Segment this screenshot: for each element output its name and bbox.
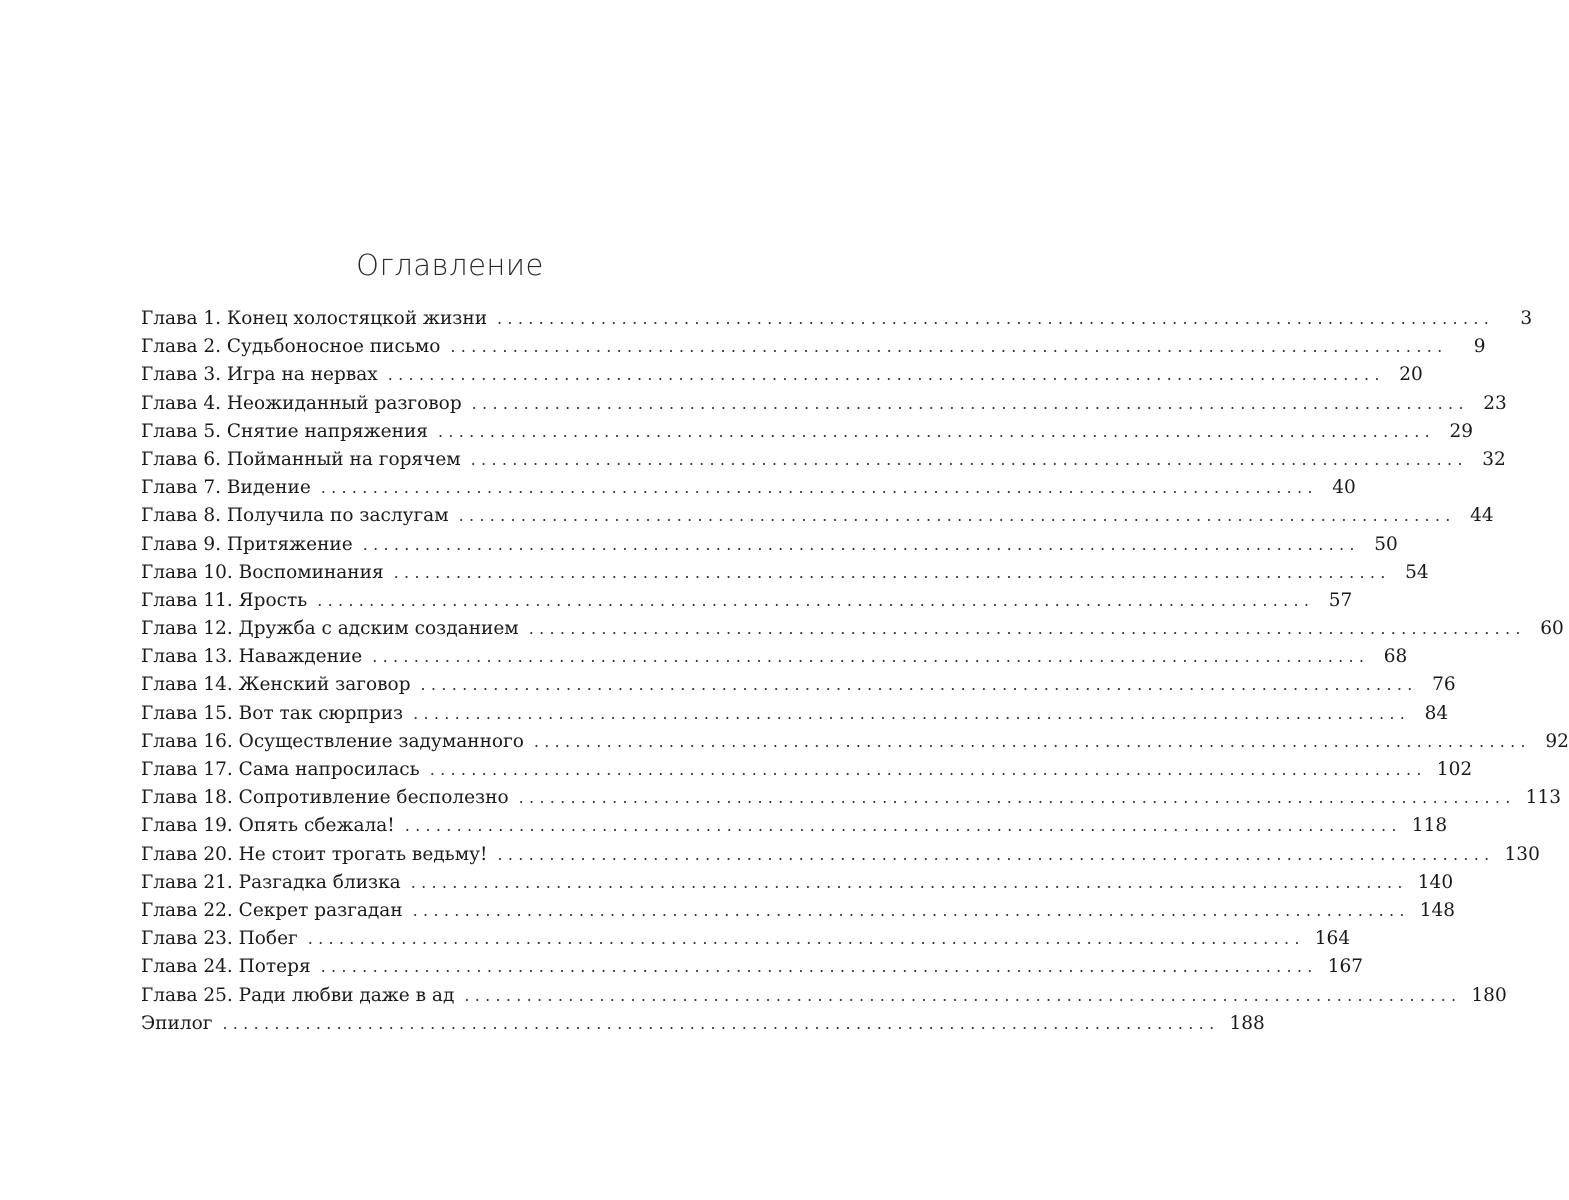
- toc-list: [141, 305, 1569, 1038]
- toc-entry-label: Глава 11. Ярость: [141, 589, 308, 611]
- toc-entry-label: Глава 9. Притяжение: [141, 533, 353, 555]
- toc-dot-leader: ................................................................................................: [533, 731, 1531, 751]
- toc-entry: [141, 531, 1398, 559]
- toc-entry: [141, 953, 1364, 981]
- toc-entry: [141, 587, 1353, 615]
- toc-entry-page-number: 44: [1470, 505, 1494, 527]
- toc-entry: [141, 700, 1449, 728]
- toc-entry: [141, 841, 1540, 869]
- toc-dot-leader: ................................................................................................: [320, 478, 1318, 498]
- toc-entry-page-number: 148: [1419, 899, 1456, 921]
- toc-entry-page-number: 60: [1540, 618, 1564, 640]
- toc-dot-leader: ................................................................................................: [404, 816, 1402, 836]
- toc-dot-leader: ................................................................................................: [413, 703, 1411, 723]
- toc-entry: [141, 982, 1507, 1010]
- toc-entry-page-number: 180: [1471, 984, 1507, 1006]
- toc-entry-label: Глава 14. Женский заговор: [141, 674, 411, 696]
- toc-dot-leader: ................................................................................................: [317, 590, 1315, 610]
- toc-entry-label: Глава 16. Осуществление задуманного: [141, 730, 524, 752]
- toc-entry-label: Глава 23. Побег: [141, 928, 298, 950]
- toc-entry: [141, 897, 1456, 925]
- toc-dot-leader: ................................................................................................: [372, 647, 1370, 667]
- toc-entry: [141, 728, 1569, 756]
- toc-entry-label: Глава 12. Дружба с адским созданием: [141, 618, 519, 640]
- toc-entry-page-number: 76: [1432, 674, 1456, 696]
- toc-dot-leader: ................................................................................................: [320, 957, 1318, 977]
- toc-dot-leader: ................................................................................................: [471, 393, 1469, 413]
- toc-entry-label: Глава 5. Снятие напряжения: [141, 420, 428, 442]
- toc-entry-label: Глава 2. Судьбоносное письмо: [141, 336, 441, 358]
- toc-dot-leader: ................................................................................................: [412, 900, 1410, 920]
- toc-dot-leader: ................................................................................................: [518, 788, 1516, 808]
- toc-entry-page-number: 167: [1327, 956, 1364, 978]
- toc-entry-page-number: 40: [1332, 477, 1356, 499]
- toc-entry-label: Глава 24. Потеря: [141, 956, 311, 978]
- toc-entry: [141, 446, 1506, 474]
- toc-dot-leader: ................................................................................................: [222, 1013, 1220, 1033]
- toc-entry-page-number: 84: [1424, 702, 1449, 724]
- toc-entry-label: Глава 20. Не стоит трогать ведьму!: [141, 843, 488, 865]
- toc-entry: [141, 390, 1507, 418]
- toc-entry-page-number: 20: [1399, 364, 1423, 386]
- toc-entry: [141, 474, 1356, 502]
- toc-dot-leader: ................................................................................................: [470, 449, 1468, 469]
- toc-dot-leader: ................................................................................................: [307, 929, 1305, 949]
- toc-dot-leader: ................................................................................................: [420, 675, 1418, 695]
- toc-entry-page-number: 3: [1520, 308, 1533, 329]
- toc-entry-label: Глава 18. Сопротивление бесполезно: [141, 787, 509, 809]
- toc-entry-page-number: 32: [1482, 448, 1506, 470]
- toc-entry-label: Глава 25. Ради любви даже в ад: [141, 984, 455, 1006]
- toc-entry-page-number: 9: [1473, 336, 1486, 358]
- toc-entry-page-number: 102: [1436, 759, 1473, 780]
- toc-dot-leader: ................................................................................................: [464, 985, 1462, 1005]
- toc-entry: [141, 333, 1486, 361]
- toc-entry: [141, 559, 1429, 587]
- toc-entry-label: Глава 13. Наваждение: [141, 646, 363, 668]
- toc-entry-label: Глава 8. Получила по заслугам: [141, 505, 449, 527]
- toc-dot-leader: ................................................................................................: [429, 760, 1427, 779]
- toc-entry-label: Глава 6. Пойманный на горячем: [141, 448, 461, 470]
- toc-entry: [141, 925, 1351, 953]
- toc-entry: [141, 418, 1474, 446]
- toc-dot-leader: ................................................................................................: [458, 506, 1456, 526]
- toc-entry: [141, 1010, 1265, 1038]
- toc-entry-page-number: 140: [1417, 871, 1454, 893]
- toc-entry-page-number: 118: [1411, 815, 1448, 837]
- toc-entry: [141, 643, 1408, 671]
- toc-entry-label: Глава 22. Секрет разгадан: [141, 899, 403, 921]
- toc-entry-page-number: 164: [1314, 928, 1351, 950]
- toc-entry-label: Глава 15. Вот так сюрприз: [141, 702, 404, 724]
- toc-entry-label: Глава 21. Разгадка близка: [141, 871, 401, 893]
- toc-title: Оглавление: [356, 248, 544, 282]
- toc-entry-label: Эпилог: [141, 1012, 213, 1034]
- toc-entry-label: Глава 7. Видение: [141, 477, 311, 499]
- toc-entry-page-number: 50: [1374, 533, 1398, 555]
- toc-entry: [141, 615, 1564, 643]
- toc-dot-leader: ................................................................................................: [528, 619, 1526, 639]
- toc-entry-page-number: 130: [1504, 843, 1540, 865]
- toc-dot-leader: ................................................................................................: [497, 844, 1495, 864]
- toc-entry: [141, 784, 1561, 812]
- toc-dot-leader: ................................................................................................: [497, 309, 1495, 328]
- toc-entry: [141, 305, 1533, 333]
- toc-entry: [141, 812, 1448, 840]
- toc-dot-leader: ................................................................................................: [362, 534, 1360, 554]
- toc-entry-label: Глава 10. Воспоминания: [141, 561, 384, 583]
- toc-dot-leader: ................................................................................................: [410, 872, 1408, 892]
- toc-entry-page-number: 23: [1483, 392, 1507, 414]
- toc-dot-leader: ................................................................................................: [393, 562, 1391, 582]
- toc-entry-page-number: 188: [1229, 1012, 1265, 1034]
- toc-entry-label: Глава 1. Конец холостяцкой жизни: [141, 308, 488, 329]
- toc-entry: [141, 502, 1494, 530]
- toc-dot-leader: ................................................................................................: [437, 421, 1436, 441]
- toc-entry-page-number: 54: [1405, 561, 1429, 583]
- toc-dot-leader: ................................................................................................: [450, 337, 1448, 357]
- toc-entry-page-number: 68: [1383, 646, 1408, 668]
- toc-entry-label: Глава 19. Опять сбежала!: [141, 815, 395, 837]
- toc-entry-page-number: 113: [1525, 787, 1561, 809]
- toc-entry-label: Глава 4. Неожиданный разговор: [141, 392, 462, 414]
- toc-entry-page-number: 57: [1328, 589, 1353, 611]
- toc-entry: [141, 869, 1454, 897]
- toc-dot-leader: ................................................................................................: [387, 365, 1385, 385]
- toc-entry-page-number: 92: [1545, 730, 1569, 752]
- toc-entry: [141, 756, 1473, 784]
- toc-entry-label: Глава 3. Игра на нервах: [141, 364, 378, 386]
- toc-entry-label: Глава 17. Сама напросилась: [141, 759, 420, 780]
- toc-entry-page-number: 29: [1449, 420, 1474, 442]
- toc-entry: [141, 671, 1456, 699]
- toc-entry: [141, 361, 1423, 389]
